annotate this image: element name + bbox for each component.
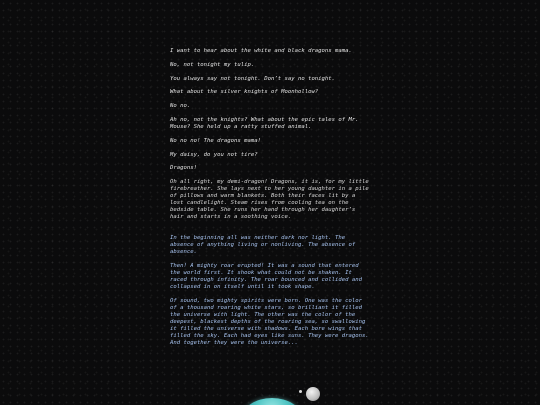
story-line: Of sound, two mighty spirits were born. One was the color of a thousand roaring white stars, so brilliant it filled the universe with light. The other was the color of the deepest, blackest depths of the roaring sea, so swallowing it filled the universe with shadows. Each bore wings that filled the sky. Each had eyes like suns. They were dragons. And together they were the universe... bbox=[170, 297, 369, 346]
paragraph-gap bbox=[170, 228, 370, 235]
story-line: What about the silver knights of Moonhollow? bbox=[170, 89, 319, 96]
story-line: No no no! The dragons mama! bbox=[170, 137, 261, 144]
small-star-icon bbox=[299, 390, 302, 393]
story-line: Then! A mighty roar erupted! It was a sound that entered the world first. It shook what could not be shaken. It raced through infinity. The roar bounced and collided and collapsed in on itself until it took shape. bbox=[170, 262, 362, 290]
story-line: You always say not tonight. Don’t say no tonight. bbox=[170, 75, 336, 82]
moon-icon bbox=[306, 387, 320, 401]
story-line: Oh all right, my demi-dragon! Dragons, it is, for my little firebreather. She lays next to her young daughter in a pile of pillows and warm blankets. Both their faces lit by a lost candlelight. Steam rises from cooling tea on the bedside table. She runs her hand through her daughter’s hair and starts in a soothing voice. bbox=[170, 179, 369, 221]
story-line: Ah no, not the knights? What about the epic tales of Mr. Mouse? She held up a ratty stuffed animal. bbox=[170, 116, 359, 130]
story-line: In the beginning all was neither dark nor light. The absence of anything living or nonliving. The absence of absence. bbox=[170, 234, 356, 255]
planet-icon bbox=[242, 398, 302, 405]
story-line: Dragons! bbox=[170, 165, 197, 172]
story-text bbox=[170, 48, 370, 353]
story-line: I want to hear about the white and black dragons mama. bbox=[170, 48, 352, 54]
story-line: No, not tonight my tulip. bbox=[170, 61, 255, 68]
planet-scene bbox=[230, 378, 330, 405]
story-line: My daisy, do you not tire? bbox=[170, 151, 258, 158]
story-line: No no. bbox=[170, 103, 191, 110]
